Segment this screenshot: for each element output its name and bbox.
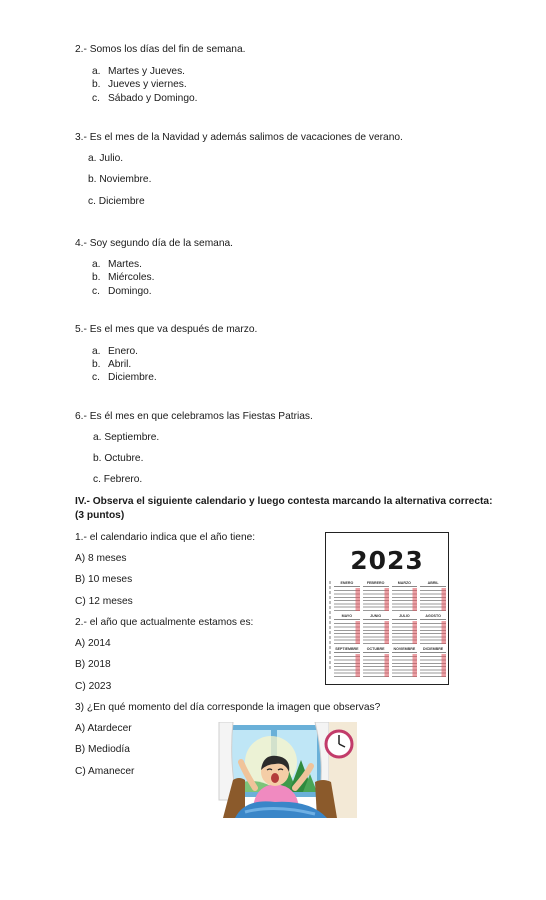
question-4-option-b: b. Miércoles.: [92, 272, 155, 283]
section-4-q1-option-a: A) 8 meses: [75, 553, 127, 564]
section-4-q2-prompt: 2.- el año que actualmente estamos es:: [75, 617, 254, 628]
question-3-option-b: b. Noviembre.: [88, 174, 152, 185]
section-4-q1-option-b: B) 10 meses: [75, 574, 133, 585]
calendar-month-grid: [334, 581, 446, 676]
question-4-option-c: c. Domingo.: [92, 286, 152, 297]
section-4-q1-option-c: C) 12 meses: [75, 596, 133, 607]
question-5-option-a: a. Enero.: [92, 346, 139, 357]
question-2-option-b: b. Jueves y viernes.: [92, 79, 187, 90]
calendar-month: DICIEMBRE: [420, 647, 446, 676]
calendar-year: 2023: [350, 546, 424, 575]
calendar-month: JULIO: [392, 614, 418, 643]
question-3-prompt: 3.- Es el mes de la Navidad y además salimos de vacaciones de verano.: [75, 132, 403, 143]
section-4-q3-option-a: A) Atardecer: [75, 723, 132, 734]
waking-child-illustration: [215, 722, 357, 818]
question-2-prompt: 2.- Somos los días del fin de semana.: [75, 44, 246, 55]
question-2-option-c: c. Sábado y Domingo.: [92, 93, 198, 104]
section-4-heading: IV.- Observa el siguiente calendario y luego contesta marcando la alternativa correcta:: [75, 496, 493, 507]
question-6-option-c: c. Febrero.: [93, 474, 143, 485]
calendar-month: OCTUBRE: [363, 647, 389, 676]
question-6-option-a: a. Septiembre.: [93, 432, 160, 443]
question-6-option-b: b. Octubre.: [93, 453, 144, 464]
section-4-q3-option-b: B) Mediodía: [75, 744, 130, 755]
question-5-option-b: b. Abril.: [92, 359, 132, 370]
question-2-option-a: a. Martes y Jueves.: [92, 66, 185, 77]
calendar-month: AGOSTO: [420, 614, 446, 643]
question-6-prompt: 6.- Es él mes en que celebramos las Fiestas Patrias.: [75, 411, 313, 422]
section-4-q2-option-c: C) 2023: [75, 681, 112, 692]
calendar-month: MAYO: [334, 614, 360, 643]
section-4-q1-prompt: 1.- el calendario indica que el año tiene:: [75, 532, 256, 543]
calendar-month: MARZO: [392, 581, 418, 610]
calendar-month: FEBRERO: [363, 581, 389, 610]
calendar-month: JUNIO: [363, 614, 389, 643]
section-4-points: (3 puntos): [75, 510, 125, 521]
calendar-month: SEPTIEMBRE: [334, 647, 360, 676]
question-5-prompt: 5.- Es el mes que va después de marzo.: [75, 324, 258, 335]
section-4-q2-option-a: A) 2014: [75, 638, 111, 649]
section-4-q3-option-c: C) Amanecer: [75, 766, 135, 777]
calendar-month: ABRIL: [420, 581, 446, 610]
question-4-option-a: a. Martes.: [92, 259, 142, 270]
question-3-option-a: a. Julio.: [88, 153, 124, 164]
child-yawn-mouth: [271, 773, 279, 783]
section-4-q3-prompt: 3) ¿En qué momento del día corresponde la imagen que observas?: [75, 702, 381, 713]
calendar-2023-image: [325, 532, 449, 685]
calendar-month: NOVIEMBRE: [392, 647, 418, 676]
question-5-option-c: c. Diciembre.: [92, 372, 157, 383]
question-4-prompt: 4.- Soy segundo día de la semana.: [75, 238, 234, 249]
section-4-q2-option-b: B) 2018: [75, 659, 111, 670]
question-3-option-c: c. Diciembre: [88, 196, 145, 207]
calendar-month: ENERO: [334, 581, 360, 610]
calendar-side-note: [329, 581, 331, 671]
